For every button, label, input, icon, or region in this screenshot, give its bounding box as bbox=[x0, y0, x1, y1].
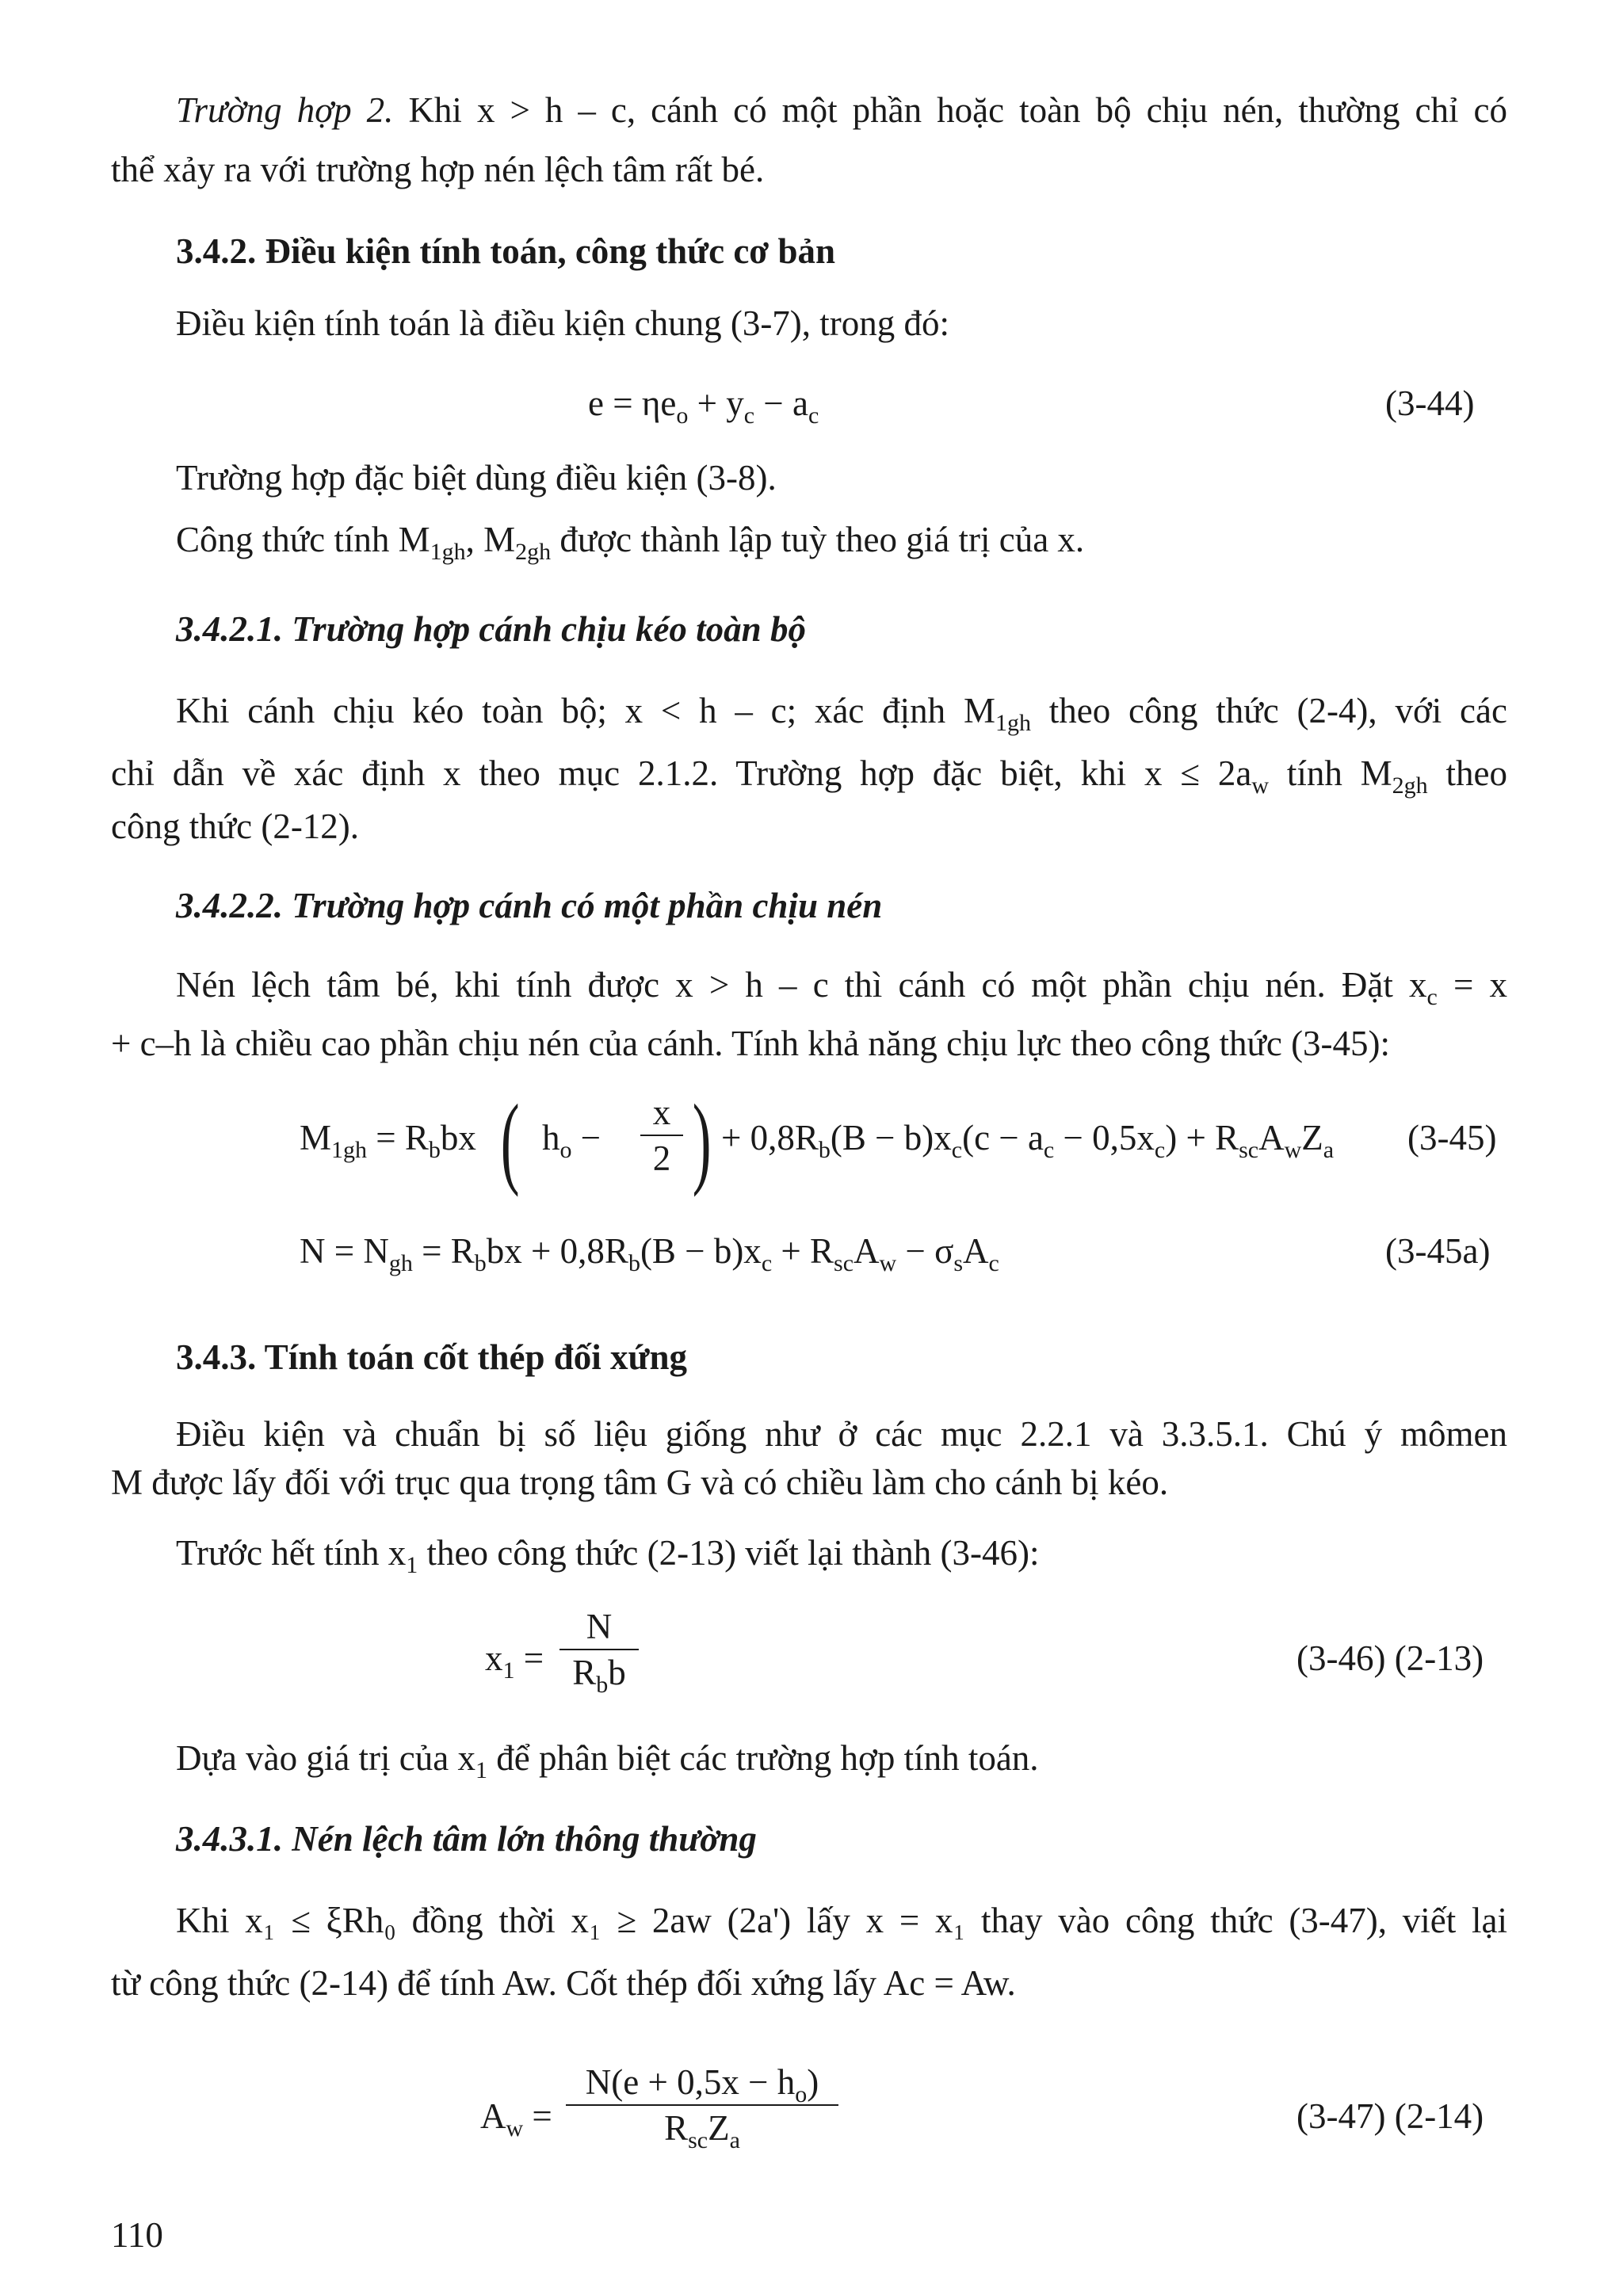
eq-346-lhs: $x_1$ = bbox=[485, 1638, 544, 1684]
paragraph-case-2 bbox=[176, 86, 1507, 135]
eq-347-frac-den: $R_{sc}Z_a$ bbox=[664, 2108, 740, 2153]
tension-line2-a: chỉ dẫn về xác định x theo mục 2.1.2. Trường hợp đặc biệt, khi x ≤ 2a bbox=[111, 753, 1252, 793]
symmetric-line3-a: Trước hết tính x bbox=[176, 1533, 407, 1573]
paragraph-fully-tensioned-line2 bbox=[111, 749, 1507, 798]
formula-m-text-c: được thành lập tuỳ theo giá trị của x. bbox=[551, 520, 1085, 559]
equation-number-3-45: (3-45) bbox=[1407, 1118, 1497, 1158]
paragraph-fully-tensioned-line1 bbox=[176, 686, 1507, 735]
equation-number-3-47: (3-47) (2-14) bbox=[1296, 2096, 1484, 2136]
page-number: 110 bbox=[111, 2215, 163, 2255]
tension-line2-c: theo bbox=[1427, 753, 1507, 793]
eq-345-fraction bbox=[640, 1090, 683, 1180]
eq-345-frac-den: 2 bbox=[652, 1138, 671, 1178]
tension-line2-sub: w bbox=[1251, 772, 1269, 799]
eq-344-part1: e = ηe bbox=[588, 383, 677, 423]
equation-number-3-45a: (3-45a) bbox=[1385, 1231, 1491, 1271]
paragraph-special-case: Trường hợp đặc biệt dùng điều kiện (3-8). bbox=[176, 458, 777, 498]
section-heading-3-4-3-1: 3.4.3.1. Nén lệch tâm lớn thông thường bbox=[176, 1819, 757, 1859]
eq-345-left-paren: ( bbox=[500, 1084, 520, 1198]
symmetric-line3-b: theo công thức (2-13) viết lại thành (3-46): bbox=[418, 1533, 1040, 1573]
tension-line1-a: Khi cánh chịu kéo toàn bộ; x < h – c; xác định M bbox=[176, 691, 995, 730]
eq-344-sub-o: o bbox=[676, 402, 689, 429]
eq-346-fraction bbox=[559, 1604, 639, 1698]
partial-line1-b: = x bbox=[1437, 965, 1507, 1005]
paragraph-symmetric-line2: M được lấy đối với trục qua trọng tâm G và có chiều làm cho cánh bị kéo. bbox=[111, 1463, 1169, 1502]
formula-m-sub2: 2gh bbox=[515, 539, 552, 565]
paragraph-large-eccentric-line2: từ công thức (2-14) để tính Aw. Cốt thép đối xứng lấy Ac = Aw. bbox=[111, 1963, 1016, 2003]
paragraph-condition-intro: Điều kiện tính toán là điều kiện chung (3-7), trong đó: bbox=[176, 303, 950, 343]
eq-345-rhs: + $0,8R_b(B - b)x_c(c - a_c - 0,5x_c) + R_{sc}A_wZ_a$ bbox=[721, 1118, 1335, 1163]
eq-344-sub-c1: c bbox=[743, 402, 755, 429]
section-heading-3-4-2-2: 3.4.2.2. Trường hợp cánh có một phần chịu nén bbox=[176, 886, 883, 925]
formula-m-text-b: , M bbox=[465, 520, 516, 559]
tension-line2-b: tính M bbox=[1268, 753, 1392, 793]
section-heading-3-4-2-1: 3.4.2.1. Trường hợp cánh chịu kéo toàn bộ bbox=[176, 609, 806, 649]
equation-3-45a: $N = N_{gh} = R_bbx + 0,8R_b(B - b)x_c + R_{sc}A_w - \sigma_sA_c$ bbox=[300, 1231, 999, 1276]
eq-345-right-paren: ) bbox=[692, 1084, 712, 1198]
distinguish-b: để phân biệt các trường hợp tính toán. bbox=[487, 1738, 1039, 1778]
equation-3-44 bbox=[588, 379, 819, 428]
eq-347-frac-num: $N(e + 0,5x - h_o)$ bbox=[566, 2060, 838, 2106]
case-2-label: Trường hợp 2. bbox=[176, 90, 394, 130]
distinguish-sub: 1 bbox=[475, 1757, 487, 1783]
equation-number-3-44: (3-44) bbox=[1385, 383, 1475, 423]
eq-344-sub-c2: c bbox=[808, 402, 819, 429]
section-heading-3-4-2: 3.4.2. Điều kiện tính toán, công thức cơ bản bbox=[176, 231, 836, 271]
paragraph-formula-m bbox=[176, 515, 1084, 564]
eq-346-frac-num: N bbox=[559, 1604, 639, 1650]
formula-m-text-a: Công thức tính M bbox=[176, 520, 430, 559]
symmetric-line3-sub: 1 bbox=[406, 1552, 418, 1578]
paragraph-distinguish-cases bbox=[176, 1733, 1039, 1783]
tension-line1-sub: 1gh bbox=[995, 710, 1031, 736]
paragraph-case-2-line2: thể xảy ra với trường hợp nén lệch tâm rất bé. bbox=[111, 150, 765, 189]
equation-number-3-46: (3-46) (2-13) bbox=[1296, 1638, 1484, 1678]
partial-line1-a: Nén lệch tâm bé, khi tính được x > h – c thì cánh có một phần chịu nén. Đặt x bbox=[176, 965, 1427, 1005]
paragraph-partial-compression-line1 bbox=[176, 960, 1507, 1009]
tension-line2-sub2: 2gh bbox=[1392, 772, 1428, 799]
eq-344-part2: + y bbox=[688, 383, 744, 423]
section-heading-3-4-3: 3.4.3. Tính toán cốt thép đối xứng bbox=[176, 1337, 688, 1377]
paragraph-symmetric-line1: Điều kiện và chuẩn bị số liệu giống như ở các mục 2.2.1 và 3.3.5.1. Chú ý mômen bbox=[176, 1414, 1507, 1454]
eq-345-frac-num: x bbox=[640, 1090, 683, 1136]
eq-344-part3: − a bbox=[754, 383, 808, 423]
eq-347-fraction bbox=[566, 2060, 838, 2153]
eq-347-lhs: $A_w$ = bbox=[480, 2096, 552, 2142]
case-2-line1-text: Khi x > h – c, cánh có một phần hoặc toàn bộ chịu nén, thường chỉ có bbox=[393, 90, 1507, 130]
partial-line1-sub: c bbox=[1426, 984, 1438, 1010]
distinguish-a: Dựa vào giá trị của x bbox=[176, 1738, 475, 1778]
eq-345-lhs: $M_{1gh} = R_bbx$ bbox=[300, 1118, 476, 1163]
paragraph-symmetric-line3 bbox=[176, 1528, 1039, 1577]
eq-345-ho: $h_o$ − bbox=[542, 1118, 601, 1163]
paragraph-large-eccentric-line1: Khi x₁ ≤ ξRh₀ đồng thời x₁ ≥ 2aw (2a') lấy x = x₁ thay vào công thức (3-47), viết lại bbox=[176, 1901, 1507, 1940]
paragraph-partial-compression-line2: + c–h là chiều cao phần chịu nén của cánh. Tính khả năng chịu lực theo công thức (3-45): bbox=[111, 1024, 1391, 1063]
formula-m-sub1: 1gh bbox=[430, 539, 466, 565]
eq-346-frac-den: $R_bb$ bbox=[572, 1653, 626, 1698]
paragraph-fully-tensioned-line3: công thức (2-12). bbox=[111, 807, 360, 846]
tension-line1-b: theo công thức (2-4), với các bbox=[1030, 691, 1507, 730]
